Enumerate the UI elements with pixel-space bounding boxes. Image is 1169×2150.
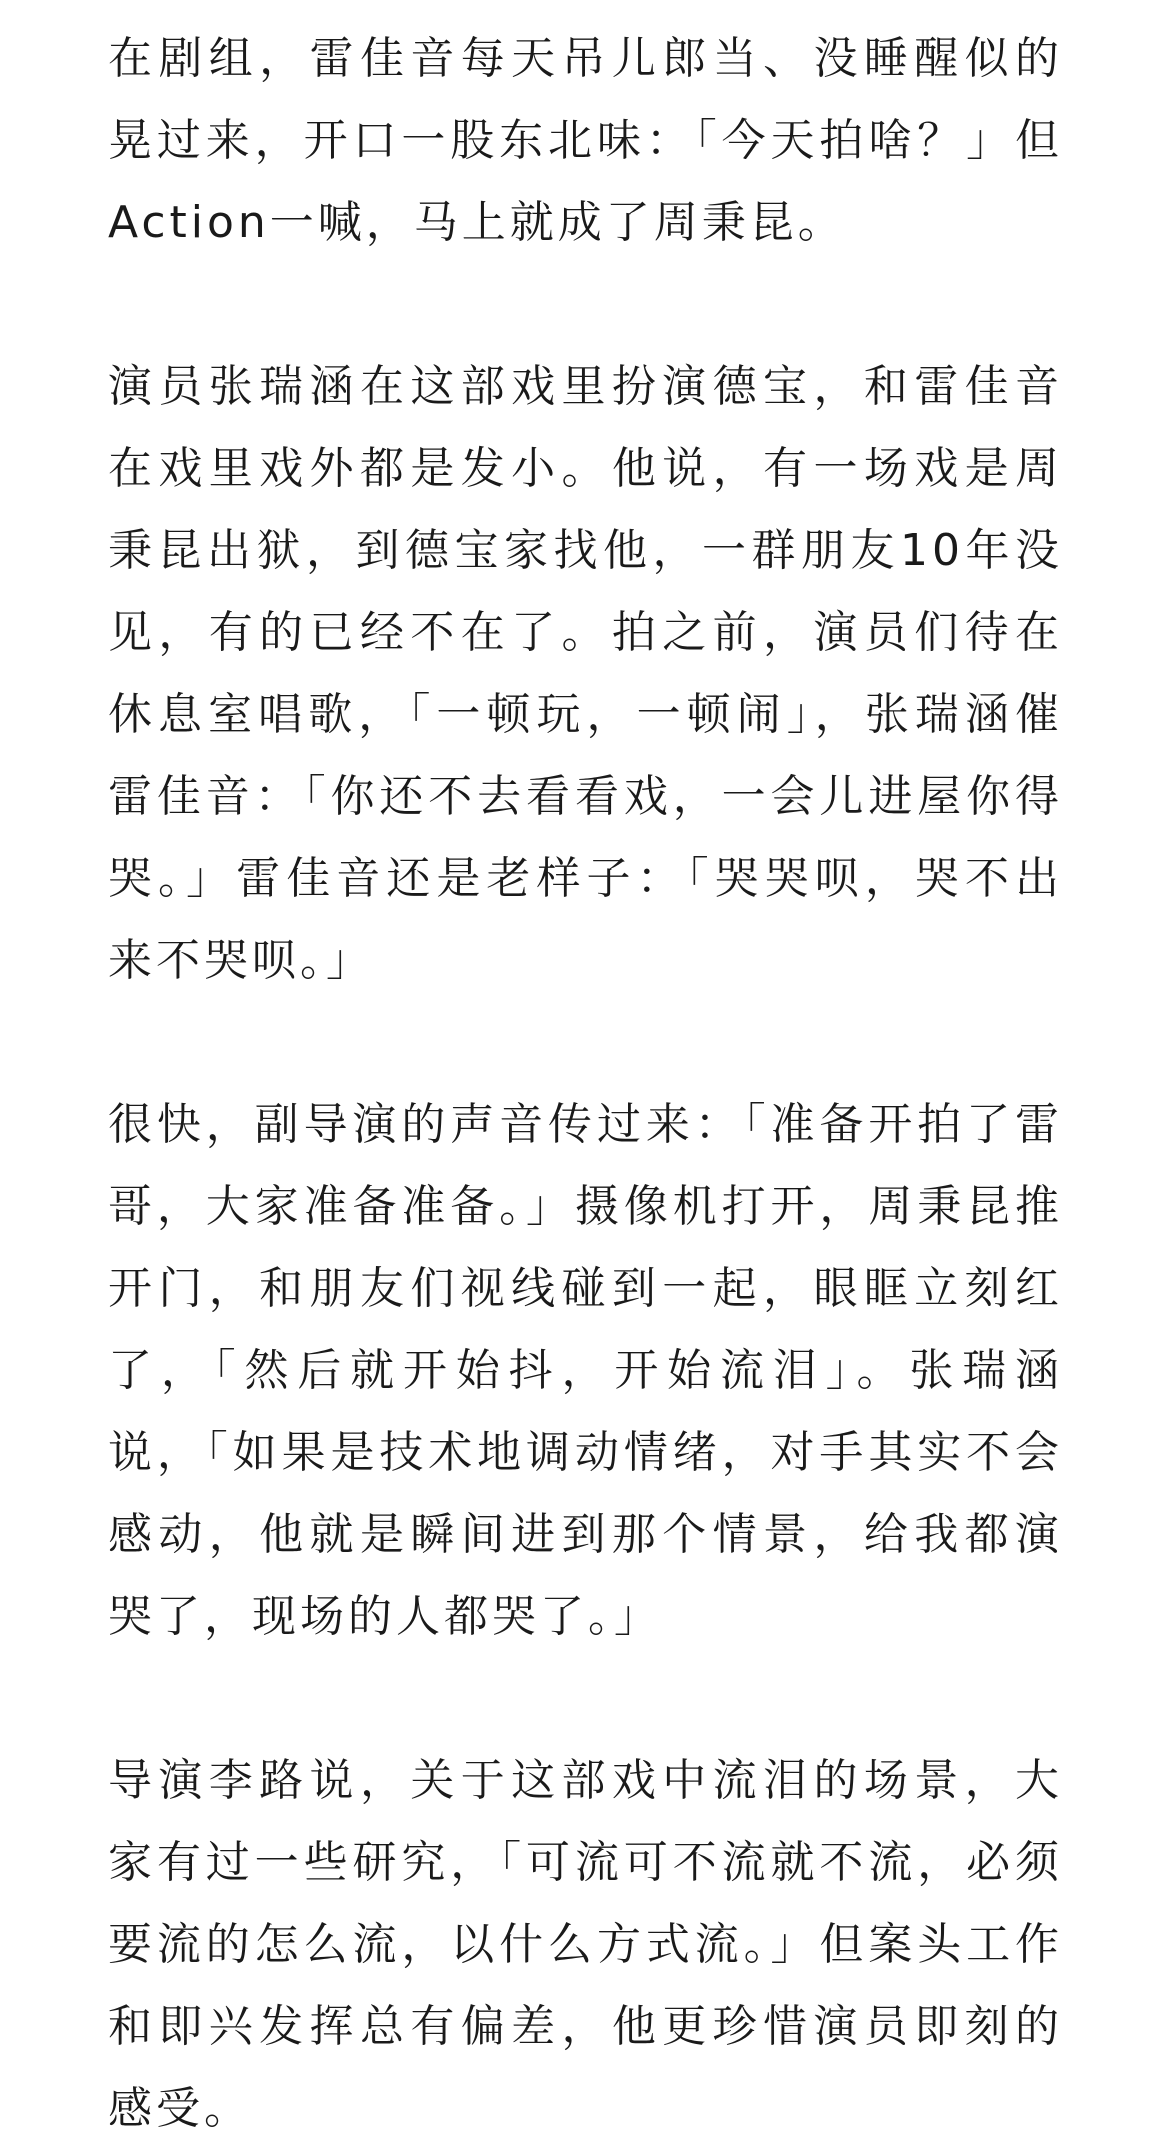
article-body: [108, 18, 1063, 2150]
paragraph-4: 导演李路说，关于这部戏中流泪的场景，大家有过一些研究，「可流可不流就不流，必须要流的怎么流，以什么方式流。」但案头工作和即兴发挥总有偏差，他更珍惜演员即刻的感受。: [108, 1755, 1063, 2134]
paragraph-1: 在剧组，雷佳音每天吊儿郎当、没睡醒似的晃过来，开口一股东北味：「今天拍啥？」但Action一喊，马上就成了周秉昆。: [108, 33, 1063, 248]
paragraph-2: 演员张瑞涵在这部戏里扮演德宝，和雷佳音在戏里戏外都是发小。他说，有一场戏是周秉昆出狱，到德宝家找他，一群朋友10年没见，有的已经不在了。拍之前，演员们待在休息室唱歌，「一顿玩，一顿闹」，张瑞涵催雷佳音：「你还不去看看戏，一会儿进屋你得哭。」雷佳音还是老样子：「哭哭呗，哭不出来不哭呗。」: [108, 361, 1063, 986]
paragraph-3: 很快，副导演的声音传过来：「准备开拍了雷哥，大家准备准备。」摄像机打开，周秉昆推开门，和朋友们视线碰到一起，眼眶立刻红了，「然后就开始抖，开始流泪」。张瑞涵说，「如果是技术地调动情绪，对手其实不会感动，他就是瞬间进到那个情景，给我都演哭了，现场的人都哭了。」: [108, 1099, 1063, 1642]
